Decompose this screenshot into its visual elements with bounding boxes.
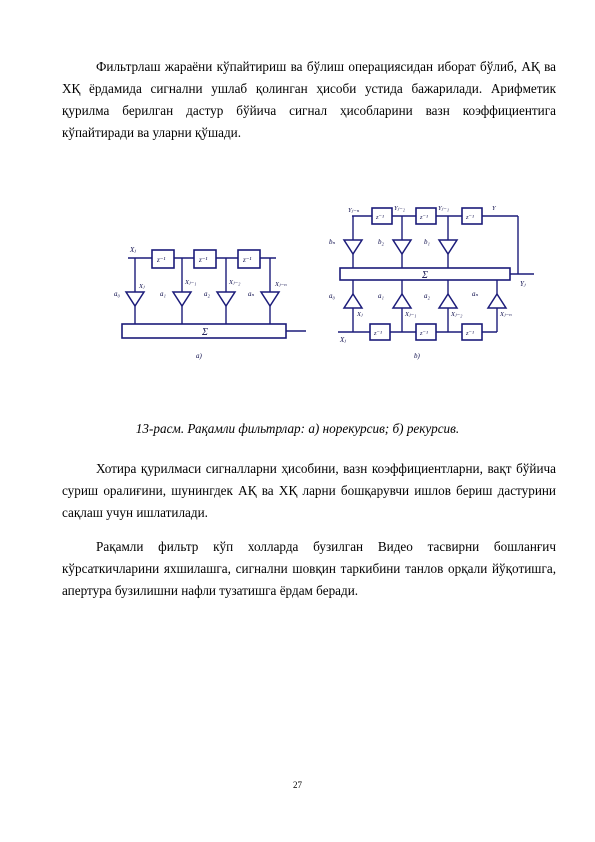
svg-text:b₂: b₂ [378,238,384,246]
figure-caption: 13-расм. Рақамли фильтрлар: а) норекурсив; б) рекурсив. [135,421,460,436]
svg-text:Σ: Σ [422,270,428,281]
svg-text:a₁: a₁ [378,292,384,300]
svg-text:a₂: a₂ [204,290,210,298]
svg-text:Xⱼ: Xⱼ [357,311,363,318]
svg-text:a₀: a₀ [114,290,120,298]
diagram-b-recursive [329,205,534,360]
input-label-b: Xⱼ [340,336,347,344]
svg-text:z⁻¹: z⁻¹ [374,330,382,337]
multiplier-b2 [393,240,411,254]
multiplier-b1 [439,240,457,254]
input-label-a: Xⱼ [130,246,137,254]
svg-text:Yⱼ₋ₙ: Yⱼ₋ₙ [348,207,360,214]
multiplier-an [261,292,279,306]
svg-text:z⁻¹: z⁻¹ [157,256,166,264]
multiplier-a1 [173,292,191,306]
svg-text:aₙ: aₙ [472,290,479,298]
svg-text:z⁻¹: z⁻¹ [420,214,428,221]
svg-text:z⁻¹: z⁻¹ [199,256,208,264]
svg-text:z⁻¹: z⁻¹ [376,214,384,221]
svg-text:bₙ: bₙ [329,238,336,246]
multiplier-b-a1 [393,294,411,308]
svg-text:Xⱼ₋₁: Xⱼ₋₁ [405,311,417,318]
svg-text:Xⱼ₋₁: Xⱼ₋₁ [185,279,197,286]
svg-text:z⁻¹: z⁻¹ [420,330,428,337]
svg-text:Y: Y [492,205,496,212]
svg-text:Xⱼ₋₂: Xⱼ₋₂ [451,311,463,318]
panel-label-a: а) [196,352,202,360]
svg-text:a₂: a₂ [424,292,430,300]
page-number: 27 [293,780,302,790]
paragraph-3: Рақамли фильтр кўп холларда бузилган Видео тасвирни бошланғич кўрсаткичларини яхшилашга, сигнални шовқин таркибини танлов орқали йўқотишга, апертура бузилишни нафли тузатишга ёрдам беради. [62,539,556,598]
svg-text:Xⱼ: Xⱼ [139,283,145,290]
paragraph-1: Фильтрлаш жараёни кўпайтириш ва бўлиш операциясидан иборат бўлиб, АҚ ва ХҚ ёрдамида сигнални ушлаб қолинган ҳисоби устида бажарилади. Арифметик қурилма берилган дастур бўйича сигнал ҳисобларини вазн коэффициентига кўпайтиради ва уларни қўшади. [62,59,556,140]
multiplier-b-a2 [439,294,457,308]
svg-text:Σ: Σ [202,327,208,338]
svg-text:Yⱼ₋₂: Yⱼ₋₂ [394,205,406,212]
multiplier-a2 [217,292,235,306]
svg-text:z⁻¹: z⁻¹ [243,256,252,264]
svg-text:z⁻¹: z⁻¹ [466,330,474,337]
svg-text:aₙ: aₙ [248,290,255,298]
svg-text:a₁: a₁ [160,290,166,298]
svg-text:Xⱼ₋ₙ: Xⱼ₋ₙ [500,311,512,318]
diagram-a-nonrecursive [114,246,306,360]
panel-label-b: b) [414,352,420,360]
svg-text:b₁: b₁ [424,238,430,246]
svg-text:Yⱼ₋₁: Yⱼ₋₁ [438,205,450,212]
multiplier-b-a0 [344,294,362,308]
output-label-b: Yⱼ [520,280,526,288]
svg-text:z⁻¹: z⁻¹ [466,214,474,221]
multiplier-a0 [126,292,144,306]
multiplier-b-an [488,294,506,308]
svg-text:Xⱼ₋ₙ: Xⱼ₋ₙ [275,281,287,288]
svg-text:a₀: a₀ [329,292,335,300]
paragraph-2: Хотира қурилмаси сигналларни ҳисобини, вазн коэффициентларни, вақт бўйича суриш оралиғини, шунингдек АҚ ва ХҚ ларни бошқарувчи ишлов бериш дастурини сақлаш учун ишлатилади. [62,461,556,520]
multiplier-bn [344,240,362,254]
svg-text:Xⱼ₋₂: Xⱼ₋₂ [229,279,241,286]
